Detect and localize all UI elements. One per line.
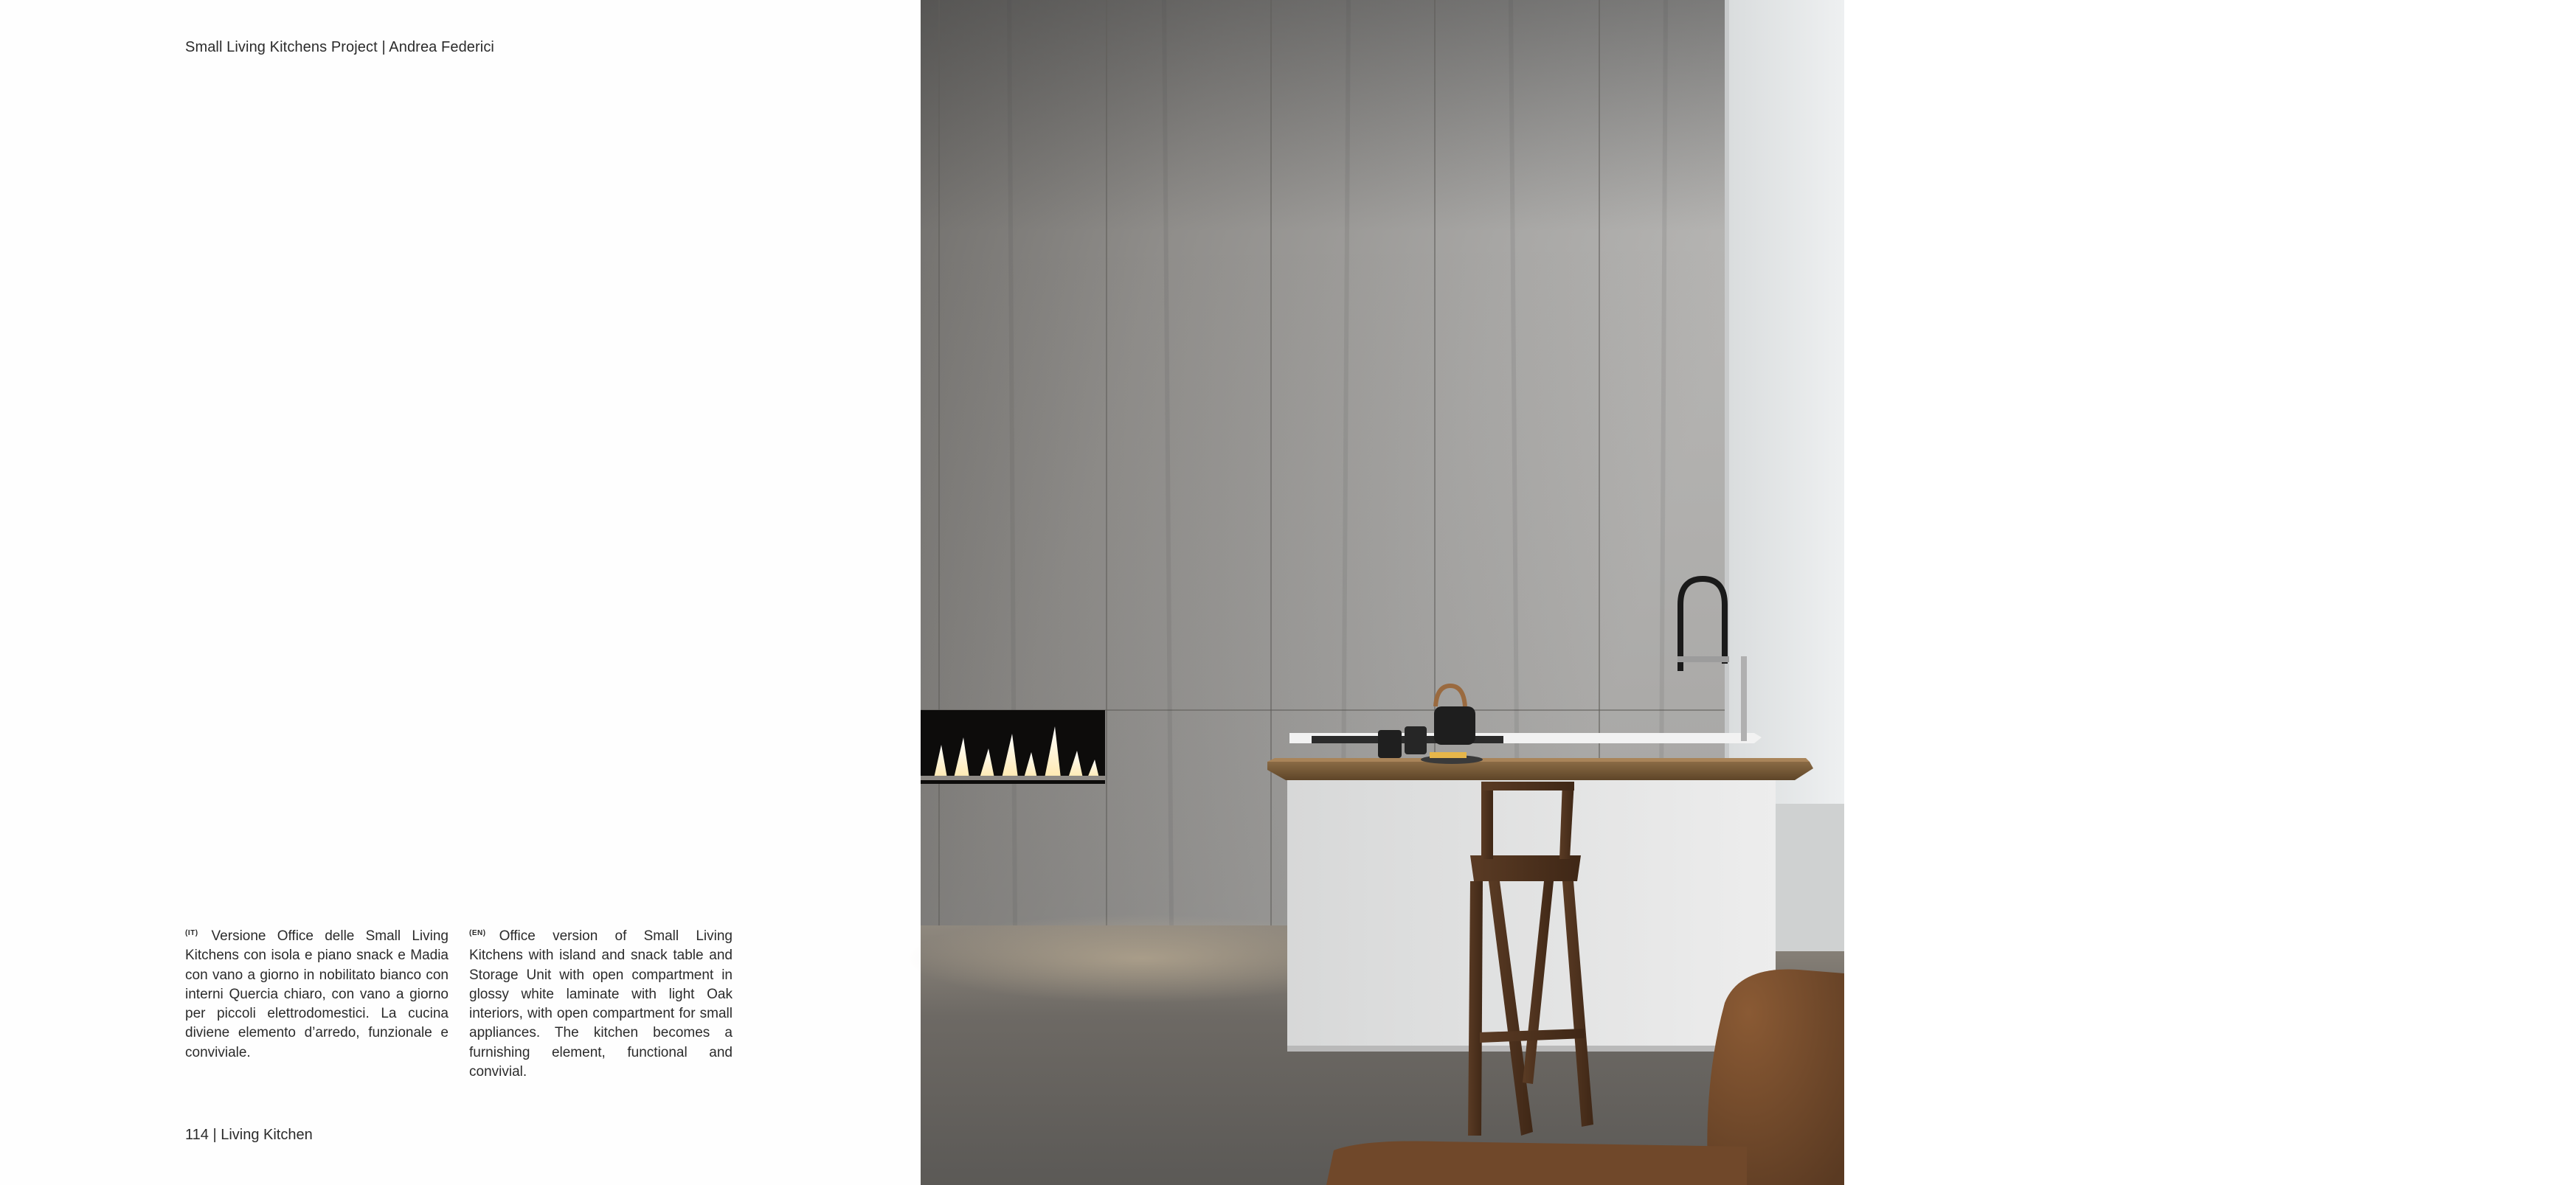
english-language-tag: (EN) [469,929,486,937]
italian-description-text: Versione Office delle Small Living Kitchens con isola e piano snack e Madia con vano a giorno in nobilitato bianco con interni Quercia chiaro, con vano a giorno per piccoli elettrodomestici. La cucina diviene elemento d’arredo, funzionale e conviviale. [185,928,449,1060]
kitchen-photo [921,0,2576,1185]
left-page [0,0,921,1185]
italian-description [185,924,449,1063]
left-page-folio: 114 | Living Kitchen [185,1127,313,1143]
italian-language-tag: (IT) [185,929,198,937]
right-page-folio: 115 [2554,1127,2576,1143]
english-description-text: Office version of Small Living Kitchens with island and snack table and Storage Unit with open compartment in glossy white laminate with light Oak interiors, with open compartment for small appliances. The kitchen becomes a furnishing element, functional and convivial. [469,928,733,1080]
english-description [469,924,733,1082]
running-head: Small Living Kitchens Project | Andrea Federici [185,39,494,55]
snack-table-top [1267,762,1813,780]
